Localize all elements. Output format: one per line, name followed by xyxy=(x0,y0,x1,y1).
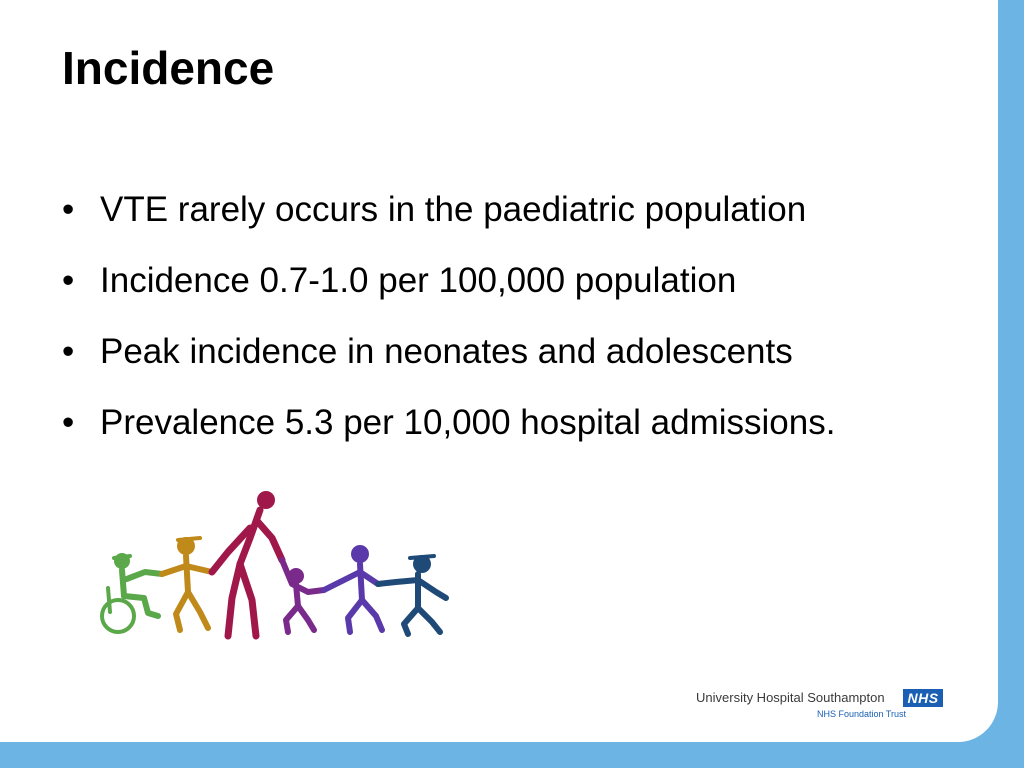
bullet-list xyxy=(60,186,835,470)
bullet-item xyxy=(60,399,835,447)
nhs-badge: NHS xyxy=(903,689,943,707)
bullet-text: Prevalence 5.3 per 10,000 hospital admissions. xyxy=(100,403,836,442)
bullet-dot: • xyxy=(62,332,75,371)
bullet-dot: • xyxy=(62,190,75,229)
gold-child-figure xyxy=(162,537,212,630)
bullet-text: Peak incidence in neonates and adolescents xyxy=(100,332,793,371)
bullet-text: VTE rarely occurs in the paediatric population xyxy=(100,190,807,229)
logo-hospital-name: University Hospital Southampton xyxy=(696,690,885,705)
bullet-item xyxy=(60,257,835,305)
navy-child-figure xyxy=(378,555,446,634)
bullet-item xyxy=(60,328,835,376)
bullet-text: Incidence 0.7-1.0 per 100,000 population xyxy=(100,261,737,300)
logo-trust-name: NHS Foundation Trust xyxy=(817,709,907,719)
frame-right-border xyxy=(998,0,1024,768)
purple-toddler-figure xyxy=(282,560,324,632)
bullet-item xyxy=(60,186,835,234)
slide-title: Incidence xyxy=(62,42,275,94)
violet-child-figure xyxy=(324,545,382,632)
family-figures-icon xyxy=(100,488,455,640)
frame-bottom-border xyxy=(0,742,1024,768)
maroon-adult-figure xyxy=(212,491,282,636)
bullet-dot: • xyxy=(62,261,75,300)
bullet-dot: • xyxy=(62,403,75,442)
wheelchair-child-figure xyxy=(102,553,162,632)
trust-logo xyxy=(696,688,946,722)
